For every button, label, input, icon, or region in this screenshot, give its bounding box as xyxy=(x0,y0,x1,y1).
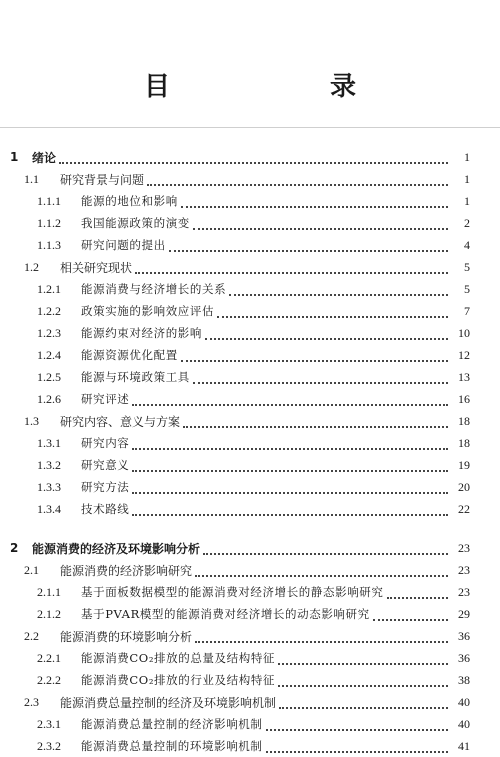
toc-entry-subsection[interactable] xyxy=(0,300,500,322)
toc-entry-number: 2.1.2 xyxy=(37,606,61,621)
toc-entry-title: 能源消费总量控制的环境影响机制 xyxy=(81,739,263,753)
toc-entry-page: 22 xyxy=(458,501,470,516)
toc-entry-page: 2 xyxy=(464,215,470,230)
toc-entry-title: 基于面板数据模型的能源消费对经济增长的静态影响研究 xyxy=(81,585,384,599)
dot-leader xyxy=(132,506,448,516)
toc-entry-page: 13 xyxy=(458,369,470,384)
toc-entry-subsection[interactable] xyxy=(0,190,500,212)
toc-entry-title: 能源消费的环境影响分析 xyxy=(60,629,193,644)
dot-leader xyxy=(203,545,448,555)
toc-entry-number: 2.1.1 xyxy=(37,584,61,599)
toc-entry-title: 我国能源政策的演变 xyxy=(81,216,190,230)
toc-entry-page: 23 xyxy=(458,562,470,577)
dot-leader xyxy=(387,589,449,599)
dot-leader xyxy=(205,330,448,340)
toc-entry-page: 23 xyxy=(458,584,470,599)
dot-leader xyxy=(132,440,448,450)
toc-entry-number: 2.2.2 xyxy=(37,672,61,687)
toc-entry-page: 7 xyxy=(464,303,470,318)
toc-entry-section[interactable] xyxy=(0,559,500,581)
toc-entry-number: 2.2.1 xyxy=(37,650,61,665)
toc-entry-title: 能源消费的经济及环境影响分析 xyxy=(32,541,201,556)
toc-entry-number: 2.3.1 xyxy=(37,716,61,731)
dot-leader xyxy=(169,242,448,252)
toc-entry-page: 18 xyxy=(458,435,470,450)
toc-entry-subsection[interactable] xyxy=(0,603,500,625)
toc-entry-page: 5 xyxy=(464,281,470,296)
toc-entry-title: 能源消费与经济增长的关系 xyxy=(81,282,227,296)
toc-entry-section[interactable] xyxy=(0,691,500,713)
toc-entry-title: 研究意义 xyxy=(81,458,130,472)
dot-leader xyxy=(132,396,448,406)
toc-entry-page: 29 xyxy=(458,606,470,621)
toc-entry-title: 能源的地位和影响 xyxy=(81,194,178,208)
dot-leader xyxy=(193,220,448,230)
toc-entry-title: 研究方法 xyxy=(81,480,130,494)
toc-entry-number: 1.1.1 xyxy=(37,193,61,208)
toc-entry-title: 研究内容 xyxy=(81,436,130,450)
toc-entry-chapter[interactable] xyxy=(0,146,500,168)
toc-entry-title: 研究背景与问题 xyxy=(60,172,145,187)
toc-entry-title: 能源约束对经济的影响 xyxy=(81,326,202,340)
dot-leader xyxy=(195,633,448,643)
dot-leader xyxy=(278,655,448,665)
dot-leader xyxy=(135,264,448,274)
dot-leader xyxy=(147,176,448,186)
toc-entry-title: 绪论 xyxy=(32,150,57,165)
dot-leader xyxy=(373,611,448,621)
toc-entry-page: 10 xyxy=(458,325,470,340)
toc-entry-section[interactable] xyxy=(0,256,500,278)
toc-entry-subsection[interactable] xyxy=(0,432,500,454)
dot-leader xyxy=(181,198,448,208)
dot-leader xyxy=(266,721,449,731)
toc-entry-title: 能源消费的经济影响研究 xyxy=(60,563,193,578)
toc-entry-subsection[interactable] xyxy=(0,669,500,691)
toc-entry-number: 1.2 xyxy=(24,259,39,274)
toc-entry-page: 40 xyxy=(458,716,470,731)
toc-entry-number: 1 xyxy=(10,150,19,164)
toc-entry-subsection[interactable] xyxy=(0,212,500,234)
dot-leader xyxy=(132,462,448,472)
toc-entry-chapter[interactable] xyxy=(0,537,500,559)
toc-entry-page: 4 xyxy=(464,237,470,252)
toc-entry-number: 2 xyxy=(10,541,19,555)
dot-leader xyxy=(132,484,448,494)
toc-entry-number: 1.2.2 xyxy=(37,303,61,318)
toc-entry-subsection[interactable] xyxy=(0,322,500,344)
toc-entry-page: 5 xyxy=(464,259,470,274)
toc-entry-number: 1.1.2 xyxy=(37,215,61,230)
toc-entry-number: 1.3.3 xyxy=(37,479,61,494)
toc-entry-title: 能源资源优化配置 xyxy=(81,348,178,362)
toc-entry-number: 1.2.6 xyxy=(37,391,61,406)
toc-entry-section[interactable] xyxy=(0,168,500,190)
toc-entry-number: 1.3.1 xyxy=(37,435,61,450)
dot-leader xyxy=(266,743,449,753)
toc-entry-page: 16 xyxy=(458,391,470,406)
toc-entry-page: 36 xyxy=(458,650,470,665)
toc-entry-number: 2.3.2 xyxy=(37,738,61,753)
toc-entry-page: 12 xyxy=(458,347,470,362)
toc-entry-subsection[interactable] xyxy=(0,498,500,520)
toc-entry-section[interactable] xyxy=(0,410,500,432)
toc-entry-number: 1.1.3 xyxy=(37,237,61,252)
dot-leader xyxy=(193,374,448,384)
dot-leader xyxy=(181,352,448,362)
toc-entry-title: 能源与环境政策工具 xyxy=(81,370,190,384)
toc-entry-number: 1.2.1 xyxy=(37,281,61,296)
page-title: 目 录 xyxy=(143,72,392,102)
toc-entry-subsection[interactable] xyxy=(0,454,500,476)
toc-entry-number: 1.2.3 xyxy=(37,325,61,340)
toc-entry-number: 1.2.4 xyxy=(37,347,61,362)
dot-leader xyxy=(278,677,448,687)
toc-entry-subsection[interactable] xyxy=(0,234,500,256)
header-divider xyxy=(0,127,500,128)
toc-entry-subsection[interactable] xyxy=(0,366,500,388)
dot-leader xyxy=(183,418,448,428)
toc-entry-page: 23 xyxy=(458,540,470,555)
toc-entry-page: 1 xyxy=(464,149,470,164)
toc-entry-title: 相关研究现状 xyxy=(60,260,133,275)
toc-entry-number: 1.2.5 xyxy=(37,369,61,384)
toc-entry-title: 能源消费CO₂排放的总量及结构特征 xyxy=(81,651,276,665)
toc-entry-title: 技术路线 xyxy=(81,502,130,516)
toc-entry-number: 2.2 xyxy=(24,628,39,643)
dot-leader xyxy=(229,286,448,296)
toc-entry-page: 1 xyxy=(464,171,470,186)
toc-entry-subsection[interactable] xyxy=(0,344,500,366)
toc-entry-number: 1.3.4 xyxy=(37,501,61,516)
toc-entry-number: 2.1 xyxy=(24,562,39,577)
toc-entry-number: 1.3 xyxy=(24,413,39,428)
toc-entry-subsection[interactable] xyxy=(0,476,500,498)
toc-entry-page: 19 xyxy=(458,457,470,472)
toc-entry-page: 20 xyxy=(458,479,470,494)
toc-entry-number: 1.3.2 xyxy=(37,457,61,472)
toc-entry-page: 1 xyxy=(464,193,470,208)
dot-leader xyxy=(279,699,448,709)
toc-entry-title: 能源消费CO₂排放的行业及结构特征 xyxy=(81,673,276,687)
toc-entry-number: 1.1 xyxy=(24,171,39,186)
toc-entry-subsection[interactable] xyxy=(0,278,500,300)
toc-entry-title: 研究内容、意义与方案 xyxy=(60,414,181,429)
toc-entry-title: 研究问题的提出 xyxy=(81,238,166,252)
toc-entry-page: 36 xyxy=(458,628,470,643)
toc-entry-page: 40 xyxy=(458,694,470,709)
dot-leader xyxy=(217,308,448,318)
toc-entry-title: 政策实施的影响效应评估 xyxy=(81,304,215,318)
toc-entry-page: 18 xyxy=(458,413,470,428)
toc-entry-subsection[interactable] xyxy=(0,647,500,669)
toc-entry-title: 能源消费总量控制的经济及环境影响机制 xyxy=(60,695,277,710)
toc-entry-subsection[interactable] xyxy=(0,735,500,757)
toc-entry-page: 38 xyxy=(458,672,470,687)
toc-entry-title: 研究评述 xyxy=(81,392,130,406)
toc-entry-subsection[interactable] xyxy=(0,713,500,735)
toc-entry-title: 基于PVAR模型的能源消费对经济增长的动态影响研究 xyxy=(81,607,370,621)
toc-entry-number: 2.3 xyxy=(24,694,39,709)
toc-entry-section[interactable] xyxy=(0,625,500,647)
toc-entry-title: 能源消费总量控制的经济影响机制 xyxy=(81,717,263,731)
dot-leader xyxy=(59,154,448,164)
table-of-contents xyxy=(0,146,500,757)
toc-entry-subsection[interactable] xyxy=(0,388,500,410)
toc-entry-subsection[interactable] xyxy=(0,581,500,603)
dot-leader xyxy=(195,567,448,577)
toc-entry-page: 41 xyxy=(458,738,470,753)
